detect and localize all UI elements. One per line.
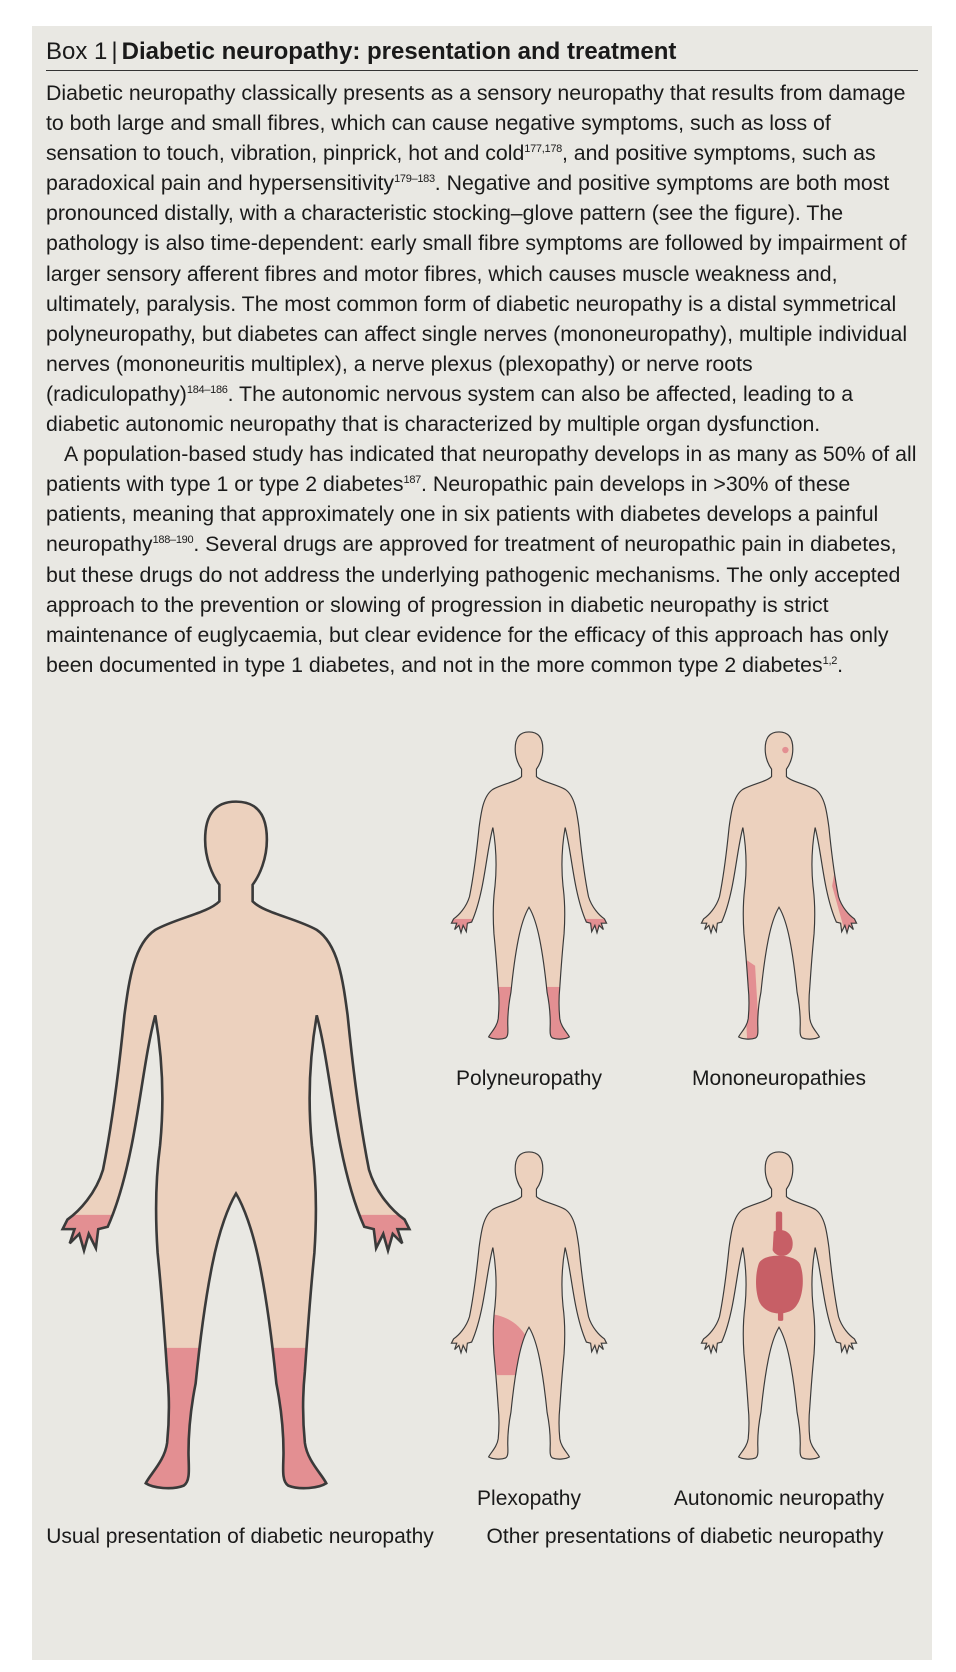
p2-text-4: . <box>837 652 843 677</box>
paragraph-1 <box>46 78 918 439</box>
autonomic-figure <box>694 1126 864 1486</box>
rectum <box>778 1309 783 1321</box>
caption-usual-presentation: Usual presentation of diabetic neuropathy <box>46 1525 434 1548</box>
glove-area-right <box>331 1215 426 1286</box>
p1-text-2: , and positive symptoms, such as paradoxical pain and hypersensitivity <box>46 141 876 196</box>
intestines <box>756 1256 803 1314</box>
reference: 184–186 <box>186 383 228 396</box>
box-header <box>46 34 918 71</box>
box-panel <box>32 26 932 1660</box>
p1-text-1: Diabetic neuropathy classically presents as a sensory neuropathy that results from damage to both large and small fibres, which can cause negative symptoms, such as loss of sensation to touch, vibration, pinprick, hot and cold <box>46 81 906 166</box>
polyneuropathy-figure <box>444 706 614 1066</box>
p2-text-3: . Several drugs are approved for treatment of neuropathic pain in diabetes, but these drugs do not address the underlying pathogenic mechanisms. The only accepted approach to the prevention or slowing of progression in diabetic neuropathy is strict maintenance of euglycaemia, but clear evidence for the efficacy of this approach has only been documented in type 1 diabetes, and not in the more common type 2 diabetes <box>46 532 901 677</box>
reference: 188–190 <box>152 534 194 547</box>
polyneuropathy-feet <box>476 987 582 1051</box>
box-title: Diabetic neuropathy: presentation and treatment <box>121 38 677 65</box>
reference: 179–183 <box>394 173 435 186</box>
stocking-area <box>117 1348 355 1514</box>
box-body-text <box>46 78 918 680</box>
usual-body <box>46 802 426 1515</box>
glove-area-left <box>46 1215 141 1286</box>
polyneuropathy-hand-left <box>444 919 484 946</box>
paragraph-2 <box>46 439 918 680</box>
p2-text-1: A population-based study has indicated that neuropathy develops in as many as 50% of all patients with type 1 or type 2 diabetes <box>46 442 917 497</box>
caption-polyneuropathy: Polyneuropathy <box>456 1067 602 1090</box>
box-separator: | <box>111 38 118 65</box>
caption-mononeuropathies: Mononeuropathies <box>692 1067 866 1090</box>
reference: 1,2 <box>822 654 838 667</box>
reference: 177,178 <box>524 143 562 156</box>
p2-text-2: . Neuropathic pain develops in >30% of these patients, meaning that approximately one in six patients with diabetes develops a painful neuropathy <box>46 472 879 557</box>
box-label: Box 1 <box>46 38 108 65</box>
p1-text-4: . The autonomic nervous system can also be affected, leading to a diabetic autonomic neuropathy that is characterized by multiple organ dysfunction. <box>46 381 854 437</box>
reference: 187 <box>403 474 421 487</box>
mono-head-spot <box>782 747 788 753</box>
usual-presentation-figure <box>46 756 426 1536</box>
caption-autonomic-neuropathy: Autonomic neuropathy <box>673 1487 885 1510</box>
plexopathy-figure <box>444 1126 614 1486</box>
mononeuropathies-figure <box>694 706 864 1066</box>
polyneuropathy-hand-right <box>574 919 614 946</box>
caption-other-presentations: Other presentations of diabetic neuropathy <box>486 1525 884 1548</box>
caption-plexopathy: Plexopathy <box>477 1487 581 1510</box>
p1-text-3: . Negative and positive symptoms are both most pronounced distally, with a characteristic stocking–glove pattern (see the figure). The pathology is also time-dependent: early small fibre symptoms are followed by impairment of larger sensory afferent fibres and motor fibres, which causes muscle weakness and, ultimately, paralysis. The most common form of diabetic neuropathy is a distal symmetrical polyneuropathy, but diabetes can affect single nerves (mononeuropathy), multiple individual nerves (mononeuritis multiplex), a nerve plexus (plexopathy) or nerve roots (radiculopathy) <box>46 171 908 406</box>
